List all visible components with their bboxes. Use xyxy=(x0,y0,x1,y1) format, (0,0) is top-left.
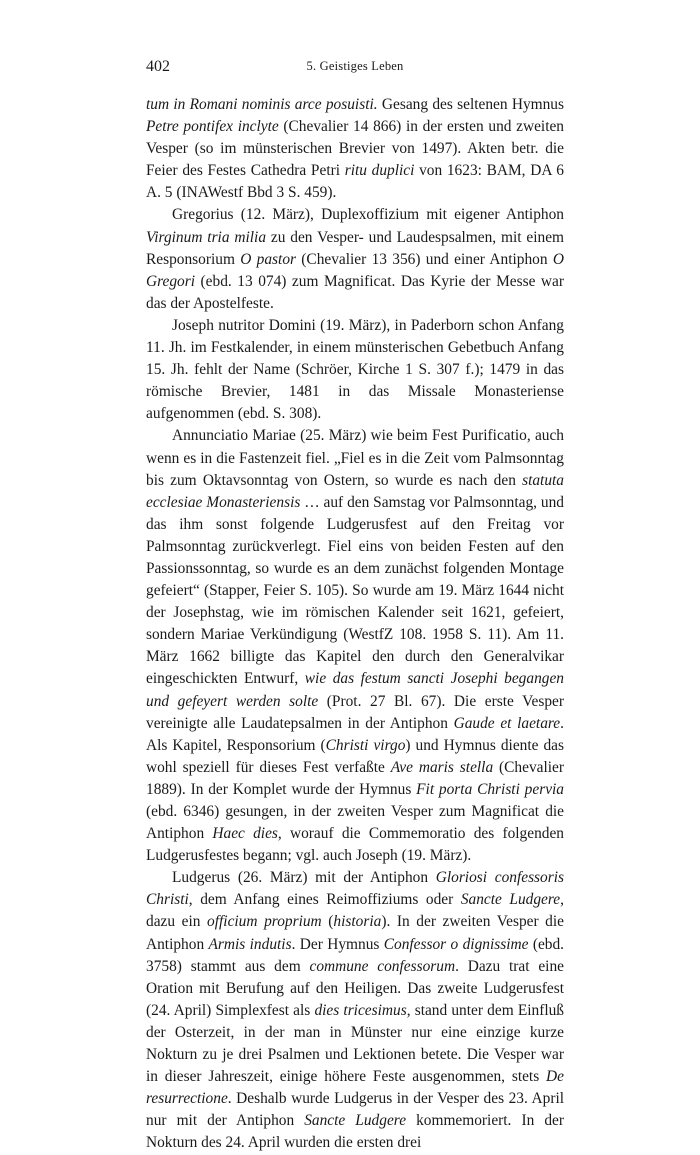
text-run: (ebd. 6346) gesungen, in der zweiten Vesper zum Magnificat die Antiphon xyxy=(146,803,564,843)
page-header xyxy=(146,58,564,78)
italic-term: historia xyxy=(333,913,382,931)
text-run: (Chevalier 14 866) in der ersten und zweiten Vesper (so im münsterischen Brevier von 1497). Akten betr. die Feier des Festes Cathedra Petri xyxy=(146,118,565,180)
body-text xyxy=(146,94,564,1155)
italic-term: Confessor o dignissime xyxy=(383,935,529,953)
text-run: zu den Vesper- und Laudespsalmen, mit einem Responsorium xyxy=(146,228,564,268)
italic-term: Sancte Ludgere xyxy=(304,1112,407,1130)
text-run: , worauf die Commemoratio des folgenden Ludgerusfestes begann; vgl. auch Joseph (19. März). xyxy=(146,825,564,865)
italic-term: Petre pontifex inclyte xyxy=(146,118,279,136)
text-run: . Als Kapitel, Responsorium ( xyxy=(146,714,564,754)
italic-term: wie das festum sancti Josephi begangen und gefeyert werden solte xyxy=(146,670,564,710)
paragraph-gregorius xyxy=(146,204,564,314)
italic-term: dies tricesimus xyxy=(314,1001,407,1019)
text-run: von 1623: BAM, DA 6 A. 5 (INAWestf Bbd 3 S. 459). xyxy=(146,162,564,202)
paragraph-joseph xyxy=(146,315,564,425)
text-run: (Chevalier 13 356) und einer Antiphon xyxy=(296,250,553,268)
italic-term: tum in Romani nominis arce posuisti. xyxy=(146,96,378,113)
text-run: . Dazu trat eine Oration mit Berufung auf den Heiligen. Das zweite Ludgerusfest (24. April) Simplexfest als xyxy=(146,957,564,1019)
italic-term: officium proprium xyxy=(207,913,322,931)
text-run: . Deshalb wurde Ludgerus in der Vesper des 23. April nur mit der Antiphon xyxy=(146,1090,564,1130)
italic-term: Virginum tria milia xyxy=(146,228,267,246)
italic-term: Christi virgo xyxy=(325,736,406,754)
italic-term: ritu duplici xyxy=(344,162,415,180)
paragraph-cathedra-petri xyxy=(146,94,564,204)
text-run: kommemoriert. In der Nokturn des 24. April wurden die ersten drei xyxy=(146,1112,564,1152)
text-run: . Der Hymnus xyxy=(291,935,384,953)
page-number: 402 xyxy=(146,58,170,75)
text-run: Annunciatio Mariae (25. März) wie beim Fest Purificatio, auch wenn es in die Fastenzeit fiel. „Fiel es in die Zeit vom Palmsonntag bis zum Oktavsonntag von Ostern, so wurde es nach den xyxy=(146,427,564,489)
text-run: (ebd. 3758) stammt aus dem xyxy=(146,935,565,975)
italic-term: Gloriosi confessoris Christi xyxy=(146,869,564,909)
italic-term: commune confessorum xyxy=(309,957,456,975)
text-run: ). In der zweiten Vesper die Antiphon xyxy=(146,913,564,953)
italic-term: Sancte Ludgere xyxy=(460,891,561,909)
text-run: Gesang des seltenen Hymnus xyxy=(377,96,564,113)
italic-term: O Gregori xyxy=(146,250,564,290)
text-run: (ebd. 13 074) zum Magnificat. Das Kyrie der Messe war das der Apostelfeste. xyxy=(146,272,564,312)
italic-term: statuta ecclesiae Monasteriensis xyxy=(146,471,564,511)
italic-term: Armis indutis xyxy=(208,935,292,953)
text-run: , stand unter dem Einfluß der Osterzeit, in der man in Münster nur eine einzige kurze Nokturn zu je drei Psalmen und Lektionen betete. Die Vesper war in dieser Jahreszeit, einige höhere Feste ausgenommen, stets xyxy=(146,1001,564,1086)
italic-term: Haec dies xyxy=(212,825,278,843)
italic-term: Gaude et laetare xyxy=(453,714,561,732)
text-run: Gregorius (12. März), Duplexoffizium mit eigener Antiphon xyxy=(172,206,564,224)
text-run: (Chevalier 1889). In der Komplet wurde der Hymnus xyxy=(146,758,564,798)
text-run: (Prot. 27 Bl. 67). Die erste Vesper vereinigte alle Laudatepsalmen in der Antiphon xyxy=(146,692,564,732)
paragraph-annunciatio-mariae xyxy=(146,425,564,867)
italic-term: De resurrectione xyxy=(146,1068,564,1108)
paragraph-ludgerus xyxy=(146,867,564,1154)
text-run: Ludgerus (26. März) mit der Antiphon xyxy=(172,869,436,887)
text-run: ( xyxy=(321,913,334,931)
running-head: 5. Geistiges Leben xyxy=(306,59,404,73)
italic-term: O pastor xyxy=(240,250,296,268)
text-run: … auf den Samstag vor Palmsonntag, und das ihm sonst folgende Ludgerusfest auf den Freitag vor Palmsonntag zurückverlegt. Fiel eins von beiden Festen auf den Passionssonntag, so wurde es an dem zunächst folgenden Montage gefeiert“ (Stapper, Feier S. 105). So wurde am 19. März 1644 nicht der Josephstag, wie im römischen Kalender seit 1621, gefeiert, sondern Mariae Verkündigung (WestfZ 108. 1958 S. 11). Am 11. März 1662 billigte das Kapitel den durch den Generalvikar eingeschickten Entwurf, xyxy=(146,493,564,688)
italic-term: Ave maris stella xyxy=(390,758,494,776)
text-run: , dem Anfang eines Reimoffiziums oder xyxy=(188,891,461,909)
text-run: , dazu ein xyxy=(146,891,564,931)
text-run: Joseph nutritor Domini (19. März), in Paderborn schon Anfang 11. Jh. im Festkalender, in einem münsterischen Gebetbuch Anfang 15. Jh. fehlt der Name (Schröer, Kirche 1 S. 307 f.); 1479 in das römische Brevier, 1481 in das Missale Monasteriense aufgenommen (ebd. S. 308). xyxy=(146,316,564,423)
text-run: ) und Hymnus diente das wohl speziell für dieses Fest verfaßte xyxy=(146,736,565,776)
italic-term: Fit porta Christi pervia xyxy=(416,780,565,798)
